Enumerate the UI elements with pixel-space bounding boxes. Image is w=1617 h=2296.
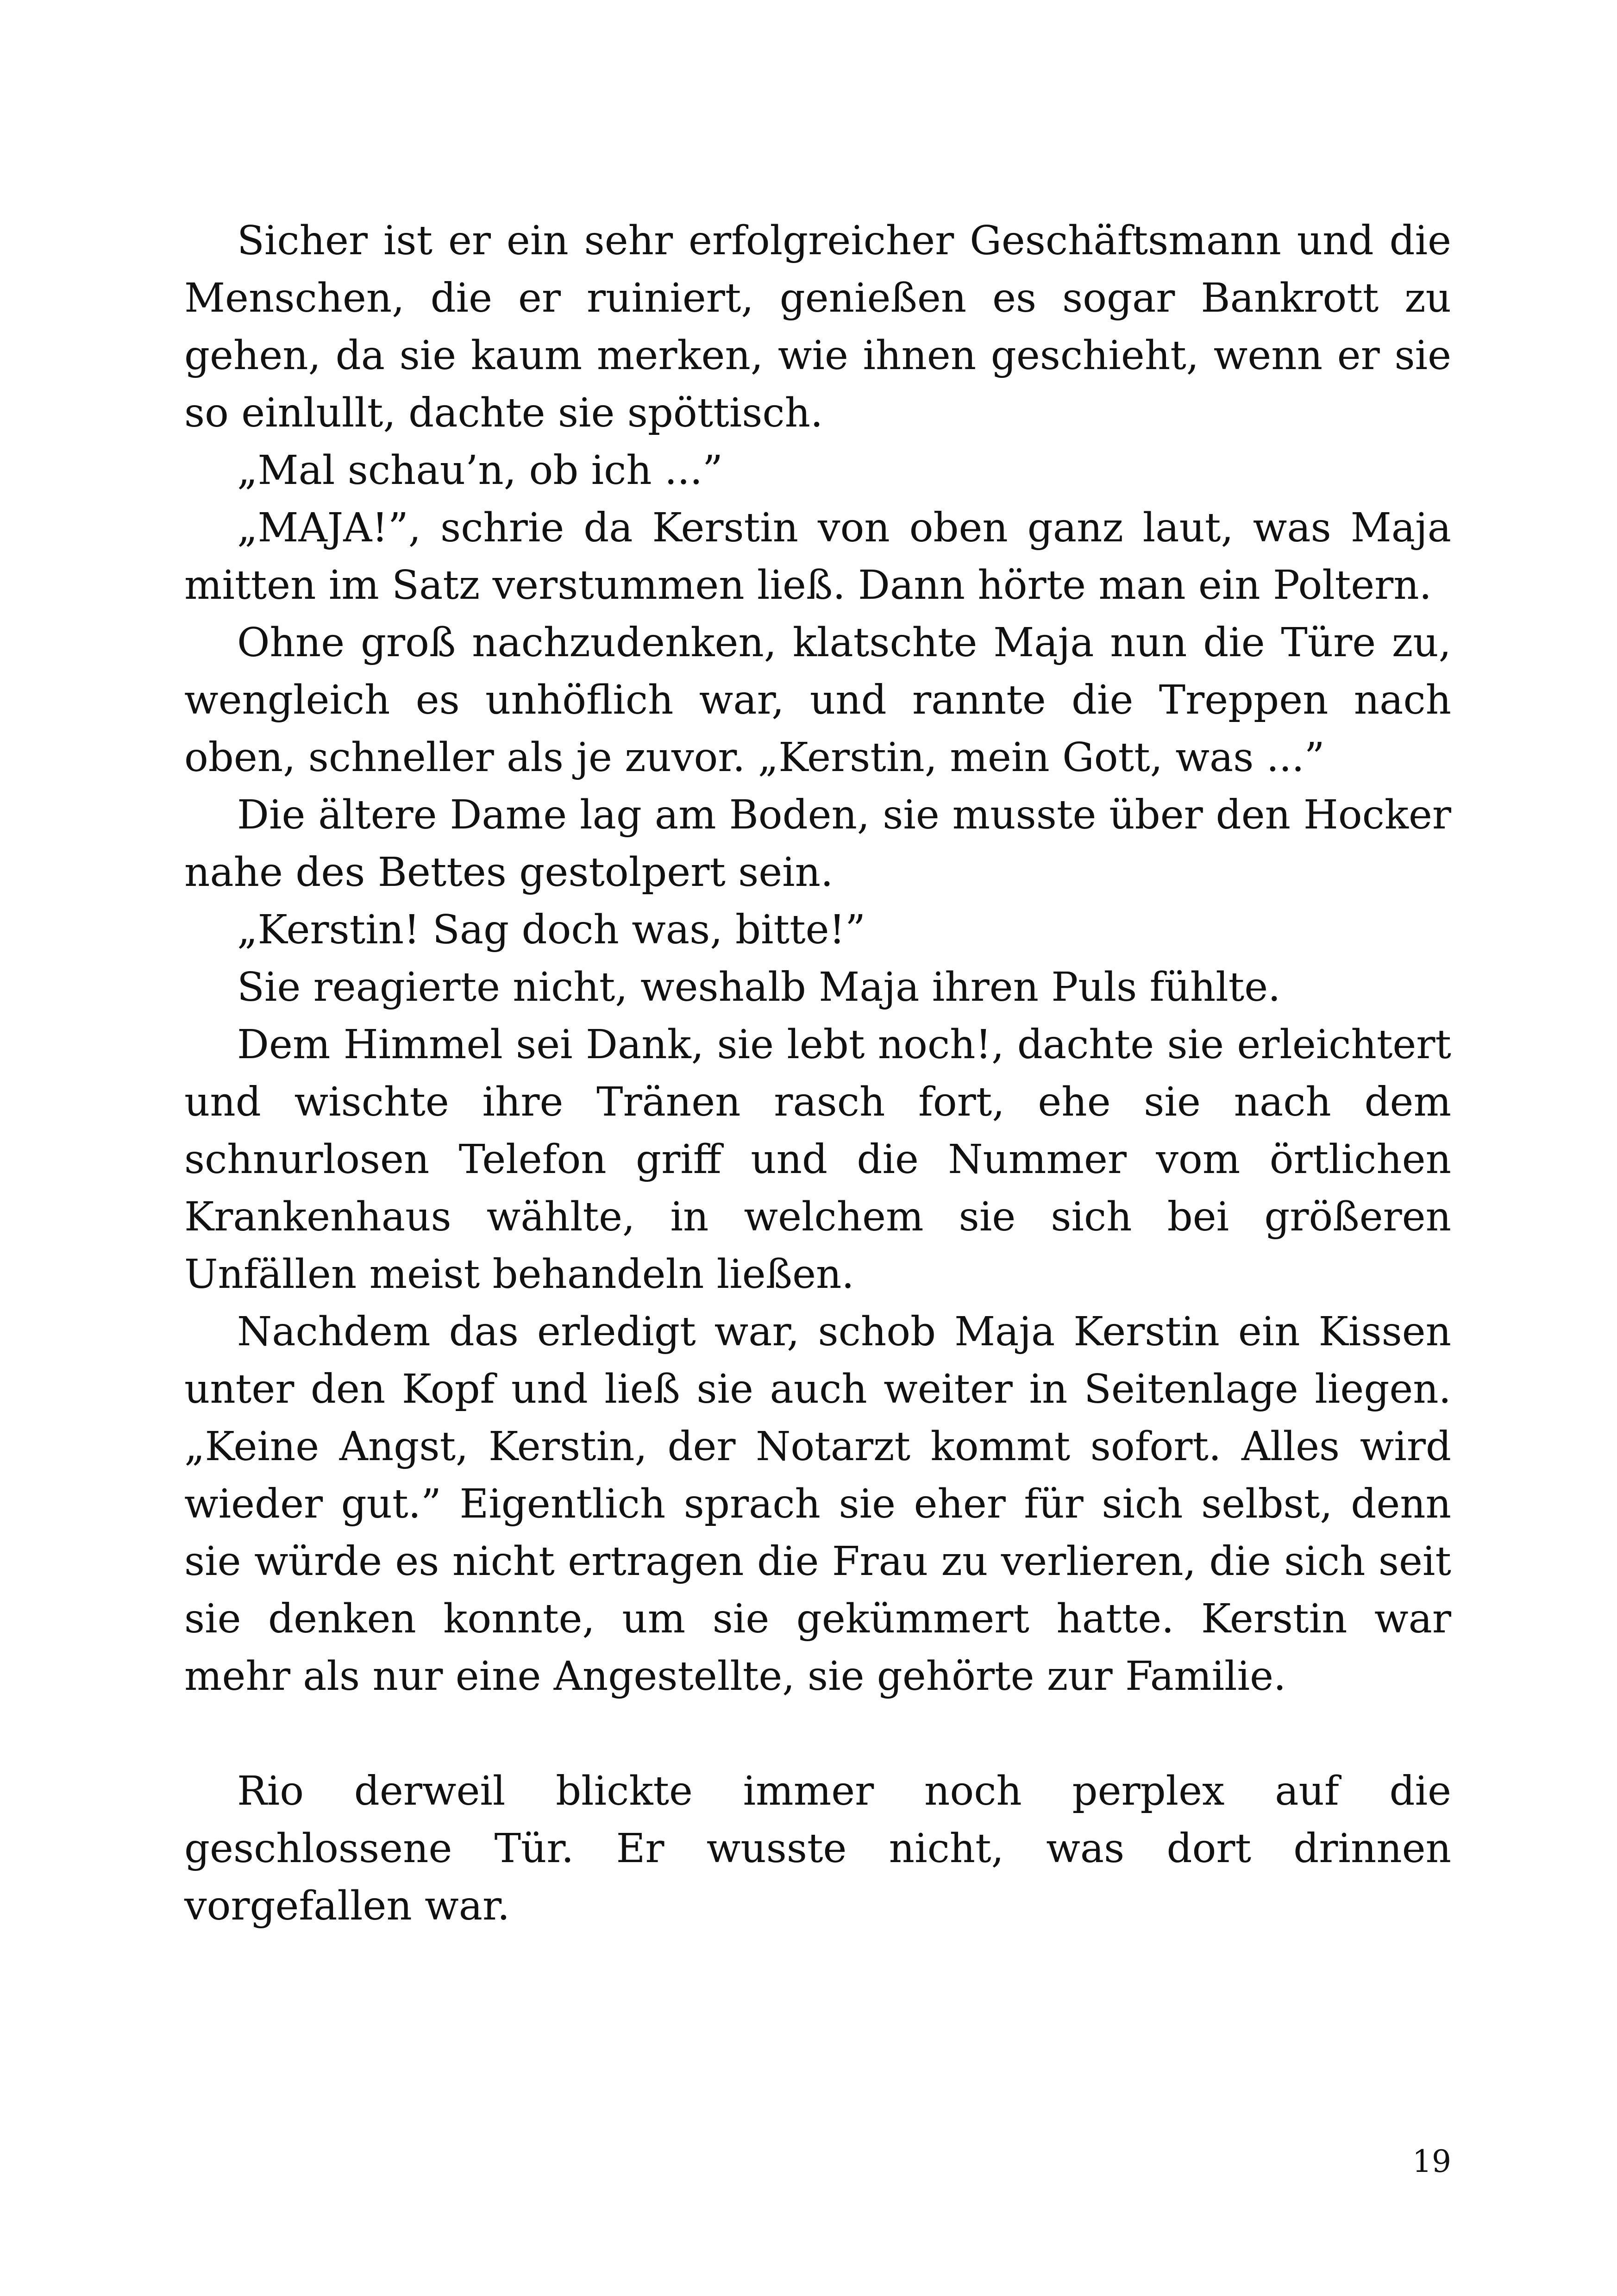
page-number: 19: [1412, 2144, 1451, 2179]
paragraph: Sie reagierte nicht, weshalb Maja ihren Puls fühlte.: [237, 964, 1281, 1010]
paragraph: Nachdem das erledigt war, schob Maja Kerstin ein Kissen unter den Kopf und ließ sie auch weiter in Seitenlage liegen. „Keine Angst, Kerstin, der Notarzt kommt sofort. Alles wird wieder gut.” Eigentlich sprach sie eher für sich selbst, denn sie würde es nicht ertragen die Frau zu verlieren, die sich seit sie denken konnte, um sie gekümmert hatte. Kerstin war mehr als nur eine Angestellte, sie gehörte zur Familie.: [184, 1309, 1451, 1700]
paragraph: „Mal schau’n, ob ich ...”: [237, 447, 723, 494]
paragraph: Rio derweil blickte immer noch perplex auf die geschlossene Tür. Er wusste nicht, was dort drinnen vorgefallen war.: [184, 1768, 1451, 1929]
paragraph: Die ältere Dame lag am Boden, sie musste über den Hocker nahe des Bettes gestolpert sein.: [184, 792, 1451, 896]
paragraph: „Kerstin! Sag doch was, bitte!”: [237, 907, 866, 953]
paragraph: Ohne groß nachzudenken, klatschte Maja nun die Türe zu, wengleich es unhöflich war, und rannte die Treppen nach oben, schneller als je zuvor. „Kerstin, mein Gott, was ...”: [184, 620, 1451, 781]
body-text: [184, 212, 1451, 1935]
section-break: [184, 1705, 1451, 1763]
paragraph: Sicher ist er ein sehr erfolgreicher Geschäftsmann und die Menschen, die er ruiniert, genießen es sogar Bankrott zu gehen, da sie kaum merken, wie ihnen geschieht, wenn er sie so einlullt, dachte sie spöttisch.: [184, 218, 1451, 436]
paragraph: „MAJA!”, schrie da Kerstin von oben ganz laut, was Maja mitten im Satz verstummen ließ. Dann hörte man ein Poltern.: [184, 505, 1451, 609]
paragraph: Dem Himmel sei Dank, sie lebt noch!, dachte sie erleichtert und wischte ihre Tränen rasch fort, ehe sie nach dem schnurlosen Telefon griff und die Nummer vom örtlichen Krankenhaus wählte, in welchem sie sich bei größeren Unfällen meist behandeln ließen.: [184, 1022, 1451, 1298]
